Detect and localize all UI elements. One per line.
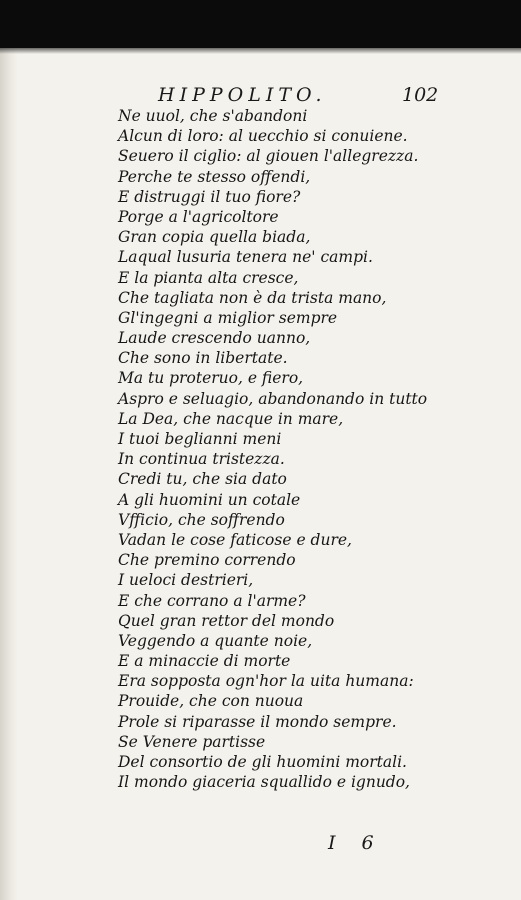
verse-line: Porge a l'agricoltore [118,207,279,226]
scan-edge [0,44,521,54]
verse-line: Che tagliata non è da trista mano, [118,288,387,307]
running-head-title: HIPPOLITO. [158,84,327,106]
verse-line: Vfficio, che soffrendo [118,510,285,529]
verse-line: I ueloci destrieri, [118,571,254,590]
verse-line: Prole si riparasse il mondo sempre. [118,712,397,731]
page-gutter [0,48,18,900]
verse-line: Laude crescendo uanno, [118,329,311,348]
verse-line: A gli huomini un cotale [118,490,301,509]
verse-line: Il mondo giaceria squallido e ignudo, [118,773,410,792]
verse-line: Laqual lusuria tenera ne' campi. [118,248,373,267]
verse-line: Gran copia quella biada, [118,228,311,247]
verse-line: La Dea, che nacque in mare, [118,409,344,428]
verse-line: Prouide, che con nuoua [118,692,304,711]
verse-line: Del consortio de gli huomini mortali. [118,753,407,771]
verse-line: Era sopposta ogn'hor la uita humana: [118,672,414,691]
verse-line: Perche te stesso offendi, [118,167,311,186]
signature-mark: I 6 [328,832,384,854]
verse-line: Seuero il ciglio: al giouen l'allegrezza. [118,147,419,166]
verse-line: Quel gran rettor del mondo [118,611,335,630]
verse-line: Veggendo a quante noie, [118,631,313,650]
verse-line: I tuoi beglianni meni [118,430,282,448]
verse-line: E che corrano a l'arme? [118,591,306,610]
verse-line: E la pianta alta cresce, [118,268,299,287]
verse-line: Che premino correndo [118,551,296,570]
verse-text [118,106,427,792]
verse-line: Aspro e seluagio, abandonando in tutto [118,389,428,408]
verse-line: In continua tristezza. [118,450,285,469]
verse-line: Gl'ingegni a miglior sempre [118,308,338,327]
verse-line: Che sono in libertate. [118,349,288,368]
verse-line: Se Venere partisse [118,732,266,751]
verse-line: E a minaccie di morte [118,652,291,671]
page-number: 102 [402,84,439,106]
verse-line: E distruggi il tuo fiore? [118,187,301,206]
verse-line: Vadan le cose faticose e dure, [118,530,352,549]
verse-line: Ma tu proteruo, e fiero, [118,369,304,388]
verse-line: Alcun di loro: al uecchio si conuiene. [118,127,408,146]
verse-line: Ne uuol, che s'abandoni [118,107,308,125]
verse-line: Credi tu, che sia dato [118,470,287,489]
